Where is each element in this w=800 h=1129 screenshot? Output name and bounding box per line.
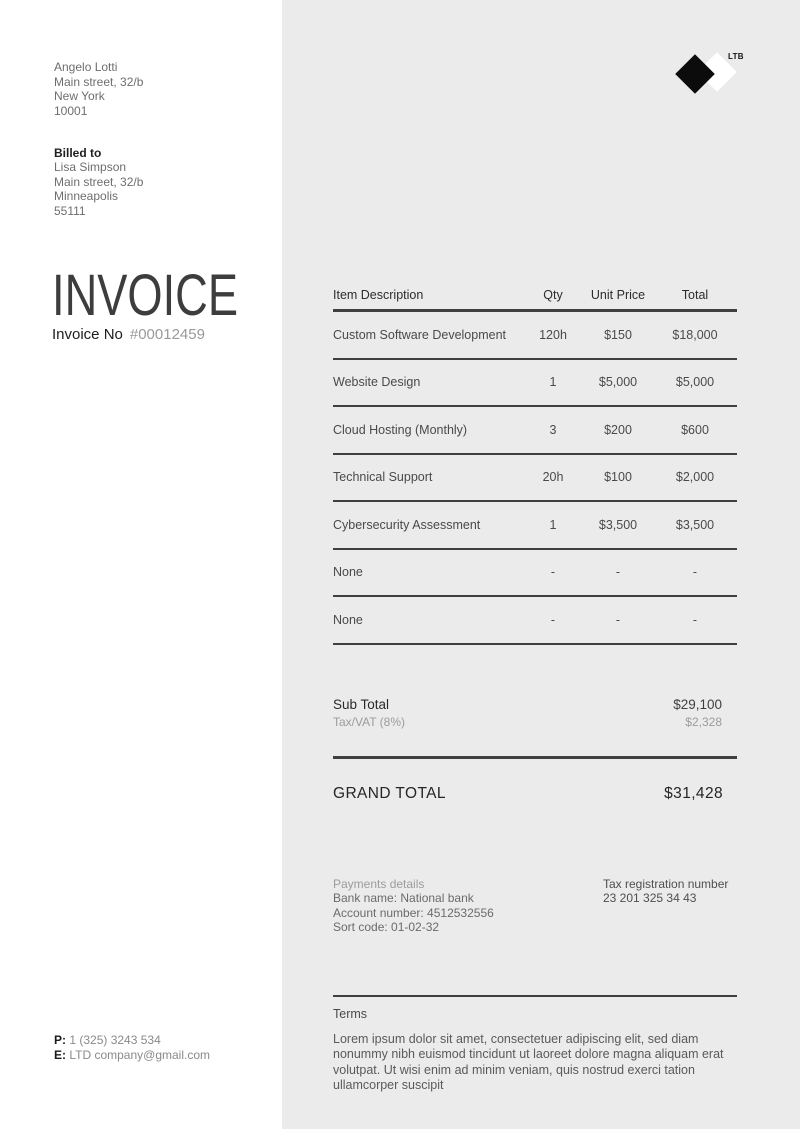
item-description-cell: Custom Software Development (333, 327, 506, 342)
item-description-cell: None (333, 612, 363, 627)
terms-body: Lorem ipsum dolor sit amet, consectetuer adipiscing elit, sed diam nonummy nibh euismod tincidunt ut laoreet dolore magna aliquam erat volutpat. Ut wisi enim ad minim veniam, quis nostrud exerci tation ullamcorper suscipit (333, 1032, 724, 1092)
billed-to-heading: Billed to (54, 146, 102, 160)
qty-cell: - (550, 612, 556, 627)
item-description-cell: None (333, 565, 363, 580)
qty-cell: - (550, 565, 556, 580)
account-number: Account number: 4512532556 (333, 905, 494, 920)
billed-to-block (54, 146, 143, 218)
payment-details-block (333, 877, 603, 934)
sub-total-value: $29,100 (673, 697, 722, 712)
item-description-cell: Technical Support (333, 470, 433, 485)
terms-section (333, 995, 737, 1093)
table-row (333, 597, 737, 645)
email-line (54, 1048, 210, 1063)
billed-to-address-line: Minneapolis (54, 189, 119, 204)
item-description-cell: Website Design (333, 375, 421, 390)
unit-price-cell: $5,000 (598, 375, 638, 390)
email-value: LTD company@gmail.com (69, 1048, 211, 1062)
table-row (333, 312, 737, 360)
invoice-number-label: Invoice No (52, 326, 123, 343)
table-row (333, 502, 737, 550)
sender-name: Angelo Lotti (54, 60, 118, 74)
tax-registration-heading: Tax registration number (603, 877, 729, 891)
total-cell: $3,500 (675, 517, 715, 532)
sender-address-line: Main street, 32/b (54, 74, 144, 89)
bank-name: Bank name: National bank (333, 891, 474, 906)
total-cell: $600 (681, 422, 709, 437)
totals-section (333, 697, 737, 803)
grand-total-label: GRAND TOTAL (333, 785, 446, 802)
invoice-number-value: #00012459 (129, 326, 205, 343)
unit-price-cell: $150 (604, 327, 632, 342)
table-header-row (333, 280, 737, 312)
table-row (333, 455, 737, 503)
invoice-title-block (52, 263, 291, 343)
phone-label: P: (54, 1033, 66, 1047)
total-cell: - (692, 565, 698, 580)
total-cell: $18,000 (672, 327, 718, 342)
qty-cell: 120h (539, 327, 567, 342)
unit-price-cell: - (615, 565, 621, 580)
grand-total-row (333, 785, 737, 803)
phone-line (54, 1033, 210, 1048)
qty-cell: 1 (549, 375, 557, 390)
payment-details-heading: Payments details (333, 877, 425, 891)
total-cell: $5,000 (675, 375, 715, 390)
phone-value: 1 (325) 3243 534 (69, 1033, 161, 1047)
logo-text: LTB (728, 52, 744, 61)
terms-heading: Terms (333, 1007, 368, 1021)
total-cell: - (692, 612, 698, 627)
qty-cell: 20h (542, 470, 564, 485)
billed-to-address-line: Main street, 32/b (54, 174, 144, 189)
terms-divider (333, 995, 737, 997)
grand-total-value: $31,428 (664, 785, 723, 802)
sub-total-row (333, 697, 737, 712)
header-unit-price: Unit Price (590, 287, 646, 302)
tax-label: Tax/VAT (8%) (333, 715, 406, 729)
unit-price-cell: $200 (604, 422, 632, 437)
header-item-description: Item Description (333, 287, 424, 302)
billed-to-name: Lisa Simpson (54, 160, 127, 175)
table-row (333, 550, 737, 598)
payment-info-section (333, 877, 737, 934)
sender-address-line: New York (54, 89, 105, 103)
unit-price-cell: $3,500 (598, 517, 638, 532)
contact-block (54, 1033, 210, 1063)
page-title: INVOICE (52, 263, 239, 328)
qty-cell: 1 (549, 517, 557, 532)
tax-registration-value: 23 201 325 34 43 (603, 891, 697, 906)
table-row (333, 407, 737, 455)
table-row (333, 360, 737, 408)
unit-price-cell: $100 (604, 470, 632, 485)
tax-value: $2,328 (685, 715, 722, 729)
items-table (333, 280, 737, 645)
item-description-cell: Cybersecurity Assessment (333, 517, 481, 532)
grand-total-divider (333, 756, 737, 759)
qty-cell: 3 (549, 422, 557, 437)
item-description-cell: Cloud Hosting (Monthly) (333, 422, 468, 437)
sort-code: Sort code: 01-02-32 (333, 919, 440, 934)
sender-address (54, 60, 143, 118)
tax-row (333, 715, 737, 729)
invoice-number-row (52, 326, 291, 343)
billed-to-address-line: 55111 (54, 203, 86, 218)
total-cell: $2,000 (675, 470, 715, 485)
tax-registration-block (603, 877, 728, 934)
sender-address-line: 10001 (54, 103, 88, 118)
sub-total-label: Sub Total (333, 697, 390, 712)
email-label: E: (54, 1048, 66, 1062)
header-qty: Qty (543, 287, 563, 302)
unit-price-cell: - (615, 612, 621, 627)
header-total: Total (681, 287, 709, 302)
